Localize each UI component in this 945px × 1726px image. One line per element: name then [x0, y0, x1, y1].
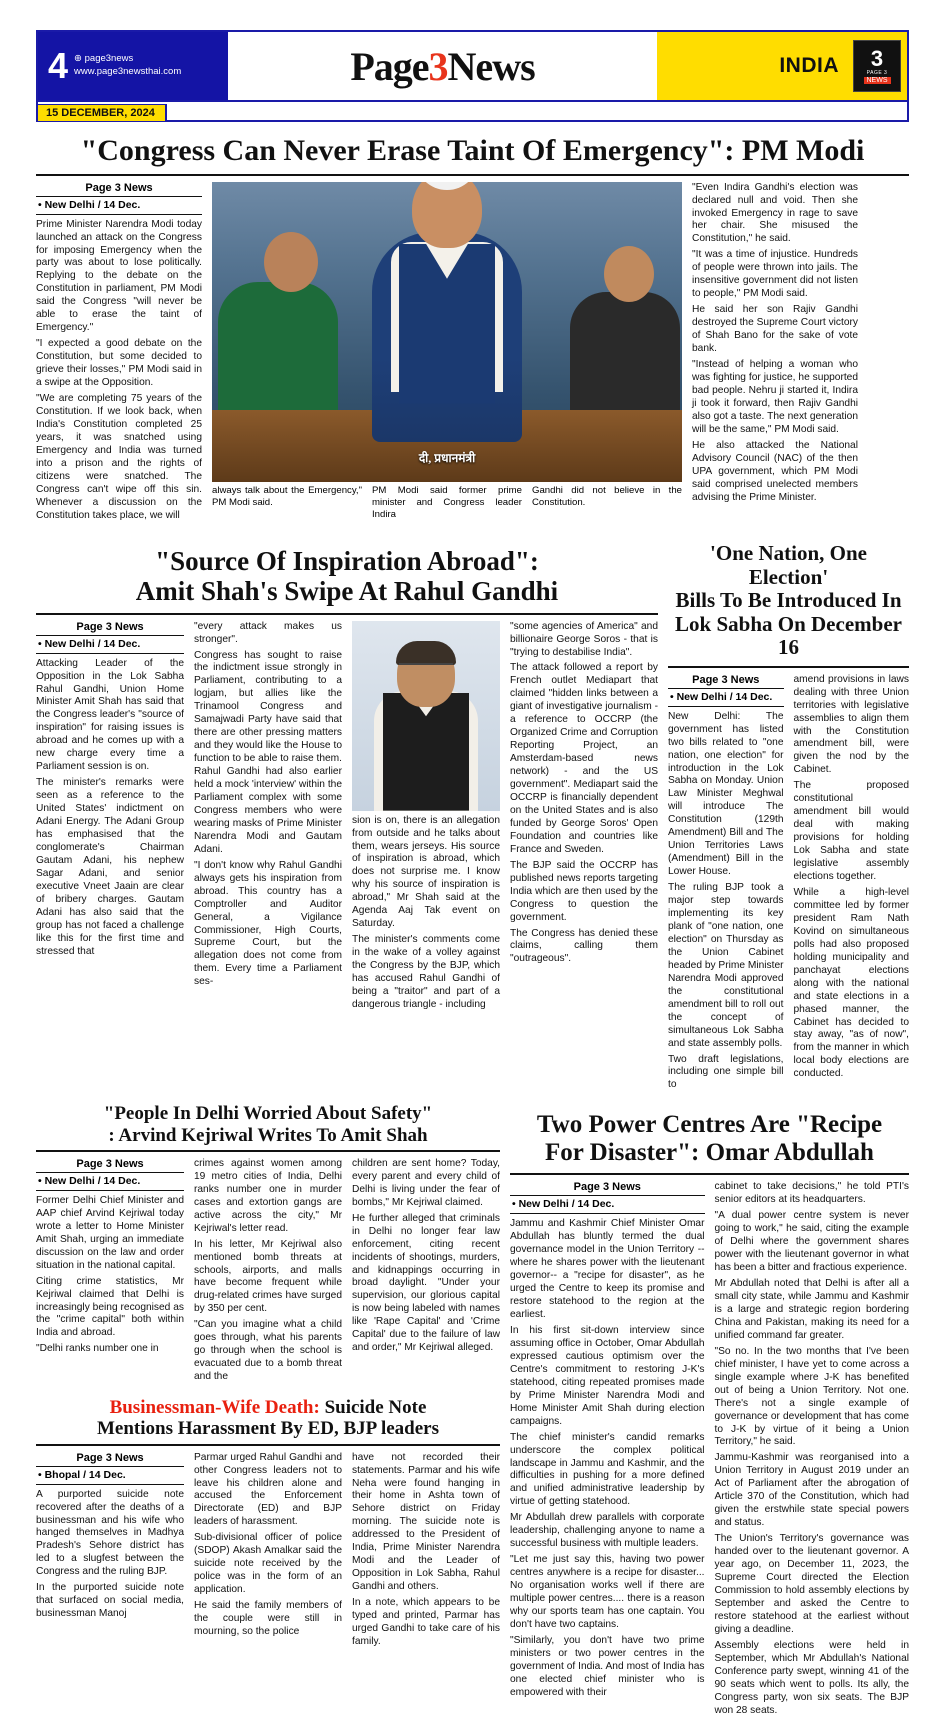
kejriwal-para: Former Delhi Chief Minister and AAP chief Arvind Kejriwal today wrote a letter to Home Minister Amit Shah, urging an immediate discussion on the law and order situation in the national capital. — [36, 1194, 184, 1271]
lead-photo — [212, 182, 682, 482]
second-row — [36, 536, 909, 1095]
masthead-right — [657, 32, 907, 100]
badge-number: 3 — [870, 46, 884, 71]
story-omar — [510, 1103, 909, 1720]
omar-byline-box — [510, 1181, 705, 1214]
shah-para: The Congress has denied these claims, calling them "outrageous". — [510, 927, 658, 965]
shah-para: Congress has sought to raise the indictment issue strongly in Parliament, contributing to a logjam, but allies like the Trinamool Congress and Samajwadi Party have said that there are other pressing matters and they would like the House to function to be able to raise them. Rahul Gandhi had also earlier held a mock 'interview' within the Parliament complex with some Congress members who were wearing masks of Prime Minister Narendra Modi and Gautam Adani. — [194, 649, 342, 855]
kejriwal-col-3 — [352, 1158, 500, 1387]
bhopal-para: have not recorded their statements. Parmar and his wife Neha were found hanging in their home in Ashta town of Sehore district on Friday morning. The suicide note is addressed to the President of India, Prime Minister Narendra Modi and the Leader of Opposition in Lok Sabha, Rahul Gandhi and others. — [352, 1451, 500, 1593]
omar-rule — [510, 1173, 909, 1175]
bhopal-headline-rest: Suicide Note — [319, 1397, 427, 1419]
kejriwal-para: crimes against women among 19 metro cities of India, Delhi ranks number one in murder cases and extortion gangs are active across the city," Mr Kejriwal's letter read. — [194, 1157, 342, 1234]
shah-para: Attacking Leader of the Opposition in the Lok Sabha Rahul Gandhi, Union Home Minister Amit Shah has said that the Congress leader's "source of inspiration" for raising issues is abroad and he comes up with a new charge every time a Parliament session is on. — [36, 657, 184, 773]
one-nation-source: Page 3 News — [668, 674, 784, 689]
omar-columns — [510, 1181, 909, 1720]
bhopal-para: Parmar urged Rahul Gandhi and other Congress leaders not to leave his children alone and accused the Enforcement Directorate (ED) and BJP leaders of harassment. — [194, 1451, 342, 1528]
bhopal-headline-line2: Mentions Harassment By ED, BJP leaders — [97, 1418, 439, 1440]
bhopal-columns — [36, 1452, 500, 1652]
page-number: 4 — [48, 45, 69, 86]
kejriwal-para: "Can you imagine what a child goes through, what his parents go through when the school is evacuated due to a bomb threat and the — [194, 1319, 342, 1383]
kejriwal-para: He further alleged that criminals in Delhi no longer fear law enforcement, citing recent incidents of shootings, murders, and kidnappings occurring in broad daylight. "Under your supervision, our glorious capital is now being labeled with names like 'Rape Capital' and 'Crime Capital' due to the failure of law and order," Mr Kejriwal alleged. — [352, 1212, 500, 1354]
shah-headline: "Source Of Inspiration Abroad": Amit Shah's Swipe At Rahul Gandhi — [135, 546, 559, 607]
kejriwal-byline-box — [36, 1158, 184, 1191]
one-nation-para: Two draft legislations, including one simple bill to — [668, 1053, 784, 1091]
omar-col-1 — [510, 1181, 705, 1720]
kejriwal-para: children are sent home? Today, every parent and every child of Delhi is living under the fear of bombs," Mr Kejriwal claimed. — [352, 1157, 500, 1208]
photo-overlay-text: दी, प्रधानमंत्री — [418, 450, 476, 465]
shah-para: The minister's comments come in the wake of a volley against the Congress by the BJP, which has accused Rahul Gandhi of being a "traitor" and part of a dangerous triangle - including — [352, 934, 500, 1010]
omar-para: "So no. In the two months that I've been chief minister, I have yet to come across a single example where J-K has benefited out of being a Union Territory. Not one. There's not a single example of governance or development that has come to J-K by virtue of it being a Union Territory," he said. — [714, 1345, 909, 1448]
kejriwal-columns — [36, 1158, 500, 1387]
channel-badge — [853, 40, 901, 92]
omar-byline: • New Delhi / 14 Dec. — [510, 1196, 705, 1214]
one-nation-columns — [668, 674, 909, 1096]
kejriwal-para: In his letter, Mr Kejriwal also mentioned bomb threats at schools, airports, and malls have become frequent while drug-related crimes have surged by 350 per cent. — [194, 1238, 342, 1315]
one-nation-para: New Delhi: The government has listed two bills related to "one nation, one election" for introduction in the Lok Sabha on Monday. Union Law Minister Meghwal will introduce The Constitution (129th Amendment) Bill and The Union Territories Laws (Amendment) Bill in the Lower House. — [668, 710, 784, 878]
shah-para: "I don't know why Rahul Gandhi always gets his inspiration from abroad. This country has a Comptroller and Auditor General, a Vigilance Commissioner, High Courts, Supreme Court, but the allegation does not come from them. Every time a Parliament ses- — [194, 859, 342, 988]
omar-para: "A dual power centre system is never going to work," he said, citing the example of Delhi where the government shares power with the lieutenant governor in what has been a bitter and fractious experience. — [714, 1210, 909, 1274]
bhopal-col-3 — [352, 1452, 500, 1652]
shah-photo — [352, 621, 500, 811]
lead-photo-col — [212, 182, 682, 531]
third-row — [36, 1103, 909, 1720]
kejriwal-para: Citing crime statistics, Mr Kejriwal claimed that Delhi is increasingly being recognised as the "crime capital" both within India and abroad. — [36, 1275, 184, 1339]
omar-source: Page 3 News — [510, 1181, 705, 1196]
kejriwal-byline: • New Delhi / 14 Dec. — [36, 1173, 184, 1191]
shah-source: Page 3 News — [36, 621, 184, 636]
bhopal-para: In a note, which appears to be typed and printed, Parmar has urged Gandhi to take care of his family. — [352, 1597, 500, 1647]
shah-rule — [36, 613, 658, 615]
lead-headline: "Congress Can Never Erase Taint Of Emergency": PM Modi — [80, 134, 865, 167]
lead-rule — [36, 174, 909, 176]
bhopal-headline — [36, 1397, 500, 1440]
kejriwal-rule — [36, 1150, 500, 1152]
kejriwal-para: "Delhi ranks number one in — [36, 1343, 159, 1355]
omar-col-2 — [715, 1181, 910, 1720]
bhopal-para: In the purported suicide note that surfaced on social media, businessman Manoj — [36, 1582, 184, 1620]
badge-sub: PAGE 3 — [866, 70, 888, 76]
masthead-handle-block — [74, 53, 181, 79]
kejriwal-headline: "People In Delhi Worried About Safety" : Arvind Kejriwal Writes To Amit Shah — [103, 1103, 433, 1146]
one-nation-headline: 'One Nation, One Election' Bills To Be Introduced In Lok Sabha On December 16 — [675, 541, 902, 660]
edition-label: INDIA — [779, 54, 839, 77]
lead-para: "Instead of helping a woman who was fighting for justice, he supported bad people. Nehru ji started it, Indira ji took it forward, then Rajiv Gandhi also got a taste. The next generation will be the same," PM Modi said. — [692, 358, 858, 435]
lead-byline-box — [36, 182, 202, 215]
lead-story-columns — [36, 182, 909, 531]
lead-caption-row — [212, 482, 682, 531]
lead-col-3 — [692, 182, 858, 531]
lead-para: Prime Minister Narendra Modi today launched an attack on the Congress for imposing Emergency when the party was about to lose politically. Replying to the debate on the Constitution in parliament, PM Modi said the Congress "will never be able to erase the taint of Emergency." — [36, 218, 202, 334]
shah-para: The BJP said the OCCRP has published news reports targeting India which are then used by the Congress to question the government. — [510, 859, 658, 923]
one-nation-para: While a high-level committee led by former president Ram Nath Kovind on simultaneous polls had also proposed holding municipality and panchayat elections along with the national and state elections in a phased manner, the Cabinet has decided to stay away, "as of now", from the manner in which local body elections are conducted. — [793, 886, 909, 1080]
omar-para: "Similarly, you don't have two prime ministers or two power centres in the government of India. And most of India has one elected chief minister who is empowered with their — [510, 1634, 705, 1698]
social-handle: ⊕ page3news — [74, 53, 134, 65]
one-nation-para: The ruling BJP took a major step towards implementing its key plank of "one nation, one election" on Thursday as the Union Cabinet headed by Prime Minister Narendra Modi approved the constitutional amendment bill to roll out the concept of simultaneous Lok Sabha and state assembly polls. — [668, 882, 784, 1049]
one-nation-byline: • New Delhi / 14 Dec. — [668, 689, 784, 707]
shah-para: "some agencies of America" and billionaire George Soros - that is "trying to destabilise India". — [510, 620, 658, 658]
omar-para: cabinet to take decisions," he told PTI's senior editors at its headquarters. — [714, 1181, 909, 1206]
lead-byline: • New Delhi / 14 Dec. — [36, 197, 202, 215]
lead-caption: PM Modi said former prime minister and Congress leader Indira — [372, 484, 522, 520]
bhopal-col-1 — [36, 1452, 184, 1652]
kejriwal-col-2 — [194, 1158, 342, 1387]
publication-date: 15 DECEMBER, 2024 — [38, 104, 167, 121]
publication-logo: Page3News — [350, 43, 535, 89]
omar-para: Mr Abdullah noted that Delhi is after all a small city state, while Jammu and Kashmir is a large and strategic region bordering China and Pakistan, making its need for a unified command far greater. — [714, 1278, 909, 1341]
shah-col-3 — [352, 621, 500, 1015]
bhopal-headline-red: Businessman-Wife Death: — [109, 1397, 320, 1419]
story-one-nation — [668, 536, 909, 1095]
shah-byline: • New Delhi / 14 Dec. — [36, 636, 184, 654]
omar-para: "Let me just say this, having two power centres anywhere is a recipe for disaster... No organisation works well if there are multiple power centres.... there is a reason why our sports team has one captain. You don't have two captains. — [510, 1554, 705, 1630]
lead-para: He said her son Rajiv Gandhi destroyed the Supreme Court victory of Shah Bano for the sake of vote bank. — [692, 304, 858, 355]
left-lower-block — [36, 1103, 500, 1720]
shah-col-2 — [194, 621, 342, 1015]
shah-para: The attack followed a report by French outlet Mediapart that claimed "hidden links between a giant of investigative journalism - a reference to OCCRP (the Organized Crime and Corruption Reporting Project, an Amsterdam-based news network) - and the US government". Mediapart said the OCCRP is financially dependent on the United States and is also funded by George Soros' Open Foundation and countries like France and Sweden. — [510, 662, 658, 855]
omar-para: The chief minister's candid remarks underscore the complex political landscape in Jammu and Kashmir, and the difficulties in pushing for a more defined and unified administrative leadership by virtue of getting statehood. — [510, 1431, 705, 1508]
website-url: www.page3newsthai.com — [74, 66, 182, 77]
lead-source: Page 3 News — [36, 182, 202, 197]
bhopal-para: Sub-divisional officer of police (SDOP) Akash Amalkar said the suicide note received by the police was in the form of an application. — [194, 1532, 342, 1596]
omar-para: Assembly elections were held in September, which Mr Abdullah's National Conference party swept, winning 41 of the 90 seats which went to polls. Its ally, the Congress party, won six seats. The BJP won 28 seats. — [714, 1639, 909, 1716]
omar-para: Mr Abdullah drew parallels with corporate leadership, challenging anyone to name a successful business with multiple leaders. — [510, 1512, 705, 1550]
one-nation-para: amend provisions in laws dealing with three Union territories with legislative assemblies to align them with the Constitution amendment bill, were given the nod by the Cabinet. — [793, 673, 909, 776]
bhopal-para: A purported suicide note recovered after the deaths of a businessman and his wife who hanged themselves in Madhya Pradesh's Sehore district has led to a slugfest between the Congress and the ruling BJP. — [36, 1488, 184, 1578]
one-nation-rule — [668, 666, 909, 668]
shah-columns — [36, 621, 658, 1015]
omar-para: In his first sit-down interview since assuming office in October, Omar Abdullah expressed cautious optimism over the Centre's commitment to restoring J-K's statehood, citing repeated promises made by Prime Minister Narendra Modi and Home Minister Amit Shah during election campaigns. — [510, 1324, 705, 1427]
masthead-datebar — [36, 102, 909, 122]
masthead — [36, 30, 909, 102]
masthead-left — [38, 32, 228, 100]
bhopal-source: Page 3 News — [36, 1452, 184, 1467]
shah-para: "every attack makes us stronger". — [194, 620, 342, 645]
one-nation-para: The proposed constitutional amendment bill would deal with making provisions for holding Lok Sabha and state legislative assembly elections together. — [793, 780, 909, 883]
shah-para: The minister's remarks were seen as a reference to the United States' indictment on Adani Energy. The Adani Group has emphasised that the conglomerate's Chairman Gautam Adani, his nephew Sagar Adani, and senior executive Vneet Jaain are clear of bribery charges. Gautam Adani has also said that the group has not faced a challenge like this for the first time and stressed that — [36, 777, 184, 957]
bhopal-byline-box — [36, 1452, 184, 1485]
kejriwal-col-1 — [36, 1158, 184, 1387]
omar-para: The Union's Territory's governance was handed over to the lieutenant governor. A year ago, on December 11, 2023, the Supreme Court directed the Election Commission to hold assembly elections by September and asked the Centre to restore statehood at the earliest without giving a deadline. — [714, 1533, 909, 1635]
one-nation-col-1 — [668, 674, 784, 1096]
bhopal-para: He said the family members of the couple were still in mourning, so the police — [194, 1600, 342, 1638]
bhopal-rule — [36, 1444, 500, 1446]
badge-news: NEWS — [864, 77, 891, 84]
photo-figure-modi — [372, 232, 522, 442]
omar-para: Jammu and Kashmir Chief Minister Omar Abdullah has bluntly termed the dual governance model in the Union Territory -- where he shares power with the lieutenant governor-- a "recipe for disaster", as he urged the Centre to keep its promise and restore statehood to the region at the earliest. — [510, 1218, 705, 1321]
shah-col-1 — [36, 621, 184, 1015]
shah-byline-box — [36, 621, 184, 654]
bhopal-byline: • Bhopal / 14 Dec. — [36, 1467, 184, 1485]
lead-para: He also attacked the National Advisory Council (NAC) of the then UPA government, which PM Modi said comprised unelected members advising the Prime Minister. — [692, 439, 858, 503]
shah-col-4 — [510, 621, 658, 1015]
lead-col-1 — [36, 182, 202, 531]
lead-para: "I expected a good debate on the Constitution, but some decided to grieve their losses," PM Modi said in a swipe at the Opposition. — [36, 338, 202, 389]
story-shah — [36, 536, 658, 1095]
masthead-center — [228, 32, 657, 100]
bhopal-col-2 — [194, 1452, 342, 1652]
kejriwal-source: Page 3 News — [36, 1158, 184, 1173]
lead-para: "Even Indira Gandhi's election was declared null and void. Then she invoked Emergency in rage to save her chair. She misused the Constitution," he said. — [692, 181, 858, 245]
one-nation-byline-box — [668, 674, 784, 707]
omar-para: Jammu-Kashmir was reorganised into a Union Territory in August 2019 under an Act of Parliament after the abrogation of Article 370 of the Constitution, which had given the erstwhile state special powers and status. — [714, 1452, 909, 1529]
omar-headline: Two Power Centres Are "Recipe For Disaster": Omar Abdullah — [536, 1111, 883, 1167]
one-nation-col-2 — [794, 674, 910, 1096]
lead-para: "We are completing 75 years of the Constitution. If we look back, when India's Constitution completed 25 years, it was snatched using Emergency and India was turned into a prison and the rights of citizens were snatched. The Congress can't wipe off this sin. Whenever a discussion on the Constitution takes place, we will — [36, 392, 202, 521]
shah-para: sion is on, there is an allegation from outside and he talks about them, wears jerseys. His source of inspiration is abroad, which does not surprise me. I know why his source of inspiration is abroad," Mr Shah said at the Agenda Aaj Tak event on Saturday. — [352, 814, 500, 930]
lead-para: "It was a time of injustice. Hundreds of people were thrown into jails. The insensitive government did not listen to people," PM Modi said. — [692, 249, 858, 300]
lead-caption: Gandhi did not believe in the Constitution. — [532, 484, 682, 508]
lead-caption: always talk about the Emergency," PM Modi said. — [212, 484, 362, 508]
